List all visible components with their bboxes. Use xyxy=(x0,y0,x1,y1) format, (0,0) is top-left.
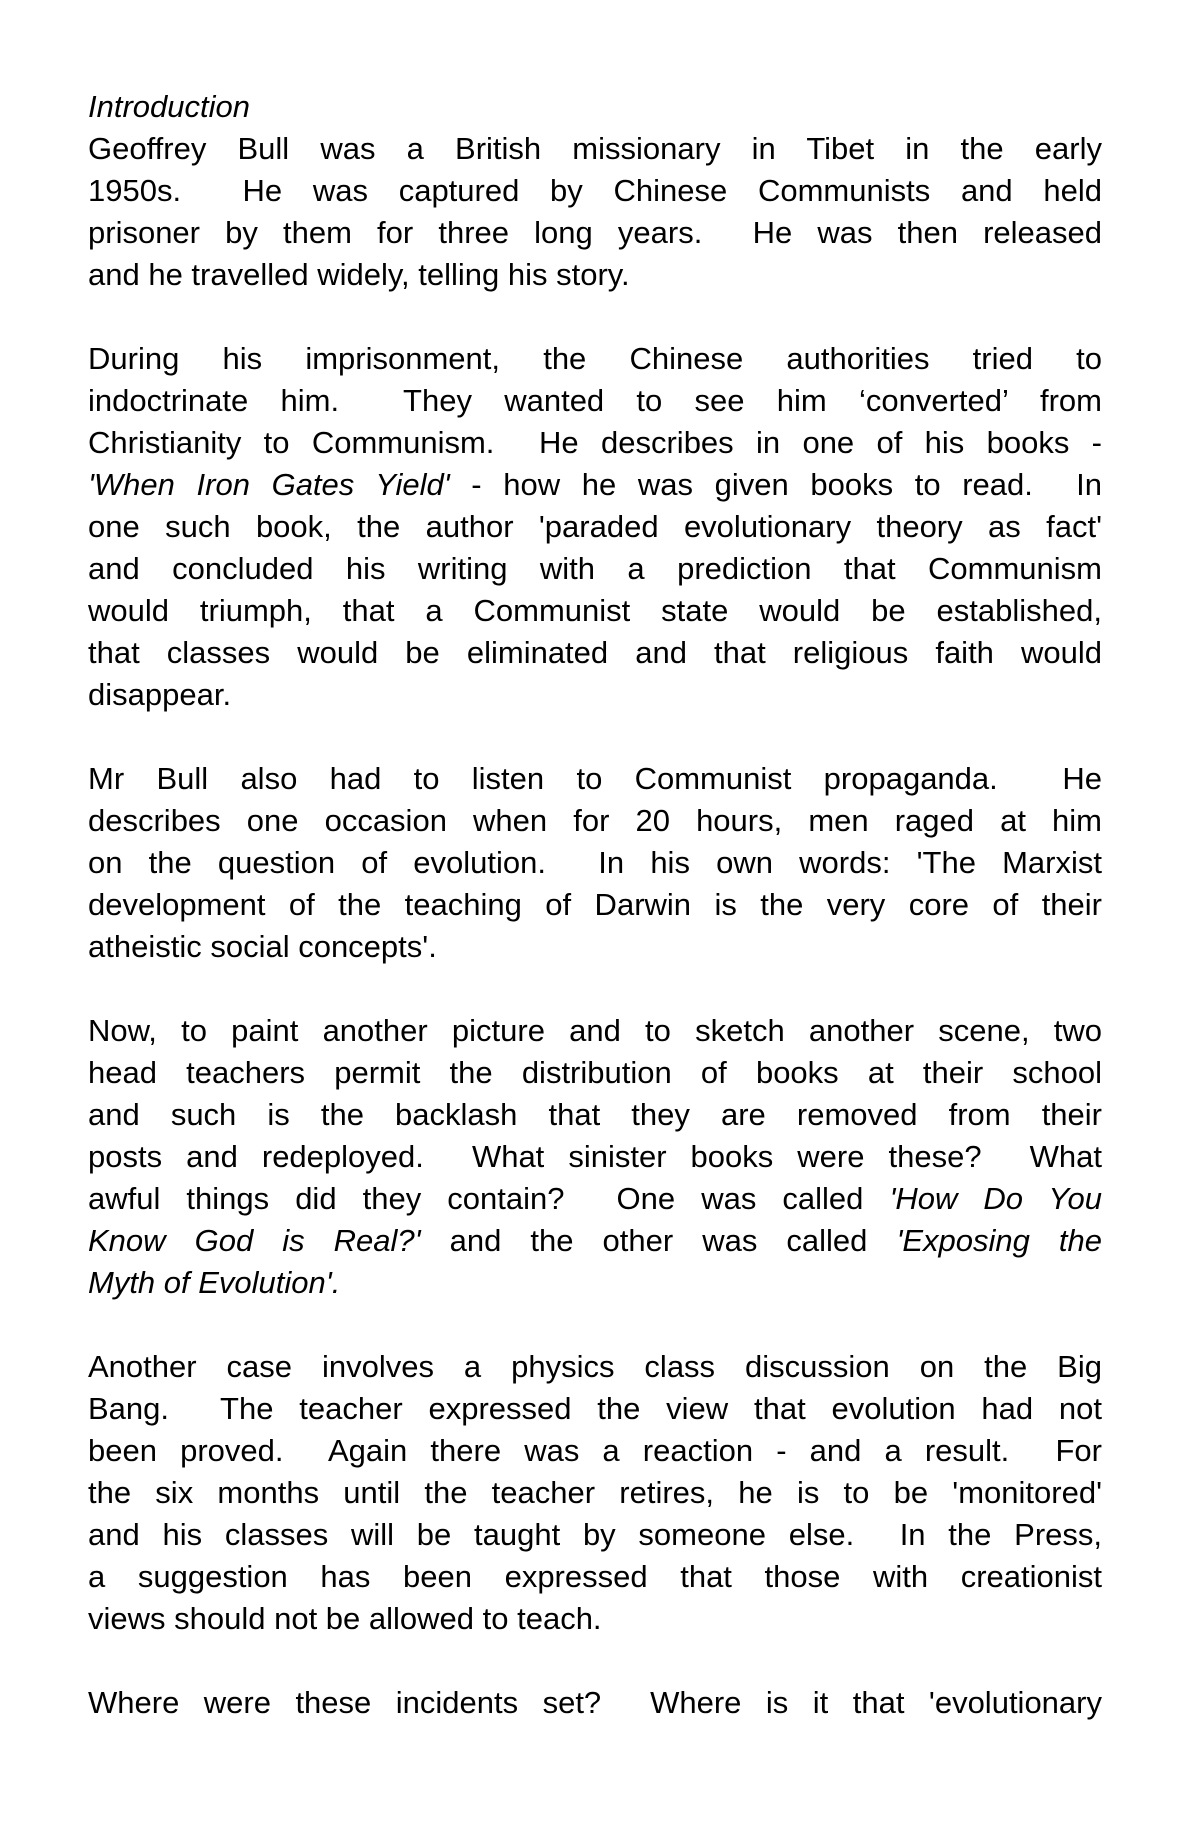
text-segment: that classes would be eliminated and that religious faith would xyxy=(88,635,1102,670)
text-segment: and the other was called xyxy=(420,1223,897,1258)
text-line xyxy=(88,1556,1102,1598)
paragraph-1 xyxy=(88,86,1102,296)
text-line xyxy=(88,464,1102,506)
text-line xyxy=(88,1262,1102,1304)
text-segment: would triumph, that a Communist state would be established, xyxy=(88,593,1102,628)
text-line xyxy=(88,254,1102,296)
text-segment: Christianity to Communism. He describes in one of his books - xyxy=(88,425,1102,460)
text-line xyxy=(88,1094,1102,1136)
text-line xyxy=(88,128,1102,170)
text-segment: Now, to paint another picture and to sketch another scene, two xyxy=(88,1013,1102,1048)
italic-text: Know God is Real?' xyxy=(88,1223,421,1258)
text-line xyxy=(88,1136,1102,1178)
text-line xyxy=(88,380,1102,422)
text-line xyxy=(88,632,1102,674)
text-line xyxy=(88,674,1102,716)
text-segment: awful things did they contain? One was called xyxy=(88,1181,890,1216)
text-segment: Another case involves a physics class discussion on the Big xyxy=(88,1349,1102,1384)
italic-text: 'When Iron Gates Yield' xyxy=(88,467,450,502)
text-segment: and concluded his writing with a prediction that Communism xyxy=(88,551,1102,586)
text-segment: Where were these incidents set? Where is it that 'evolutionary xyxy=(88,1685,1102,1720)
text-line xyxy=(88,758,1102,800)
text-segment: disappear. xyxy=(88,677,232,712)
text-line xyxy=(88,842,1102,884)
paragraph-6 xyxy=(88,1682,1102,1724)
text-segment: atheistic social concepts'. xyxy=(88,929,437,964)
paragraph-4 xyxy=(88,1010,1102,1304)
text-line xyxy=(88,1346,1102,1388)
italic-text: 'How Do You xyxy=(889,1181,1102,1216)
paragraph-5 xyxy=(88,1346,1102,1640)
text-line xyxy=(88,926,1102,968)
text-segment: been proved. Again there was a reaction - and a result. For xyxy=(88,1433,1102,1468)
italic-text: Introduction xyxy=(88,89,250,124)
paragraph-2 xyxy=(88,338,1102,716)
text-segment: describes one occasion when for 20 hours, men raged at him xyxy=(88,803,1102,838)
text-segment: views should not be allowed to teach. xyxy=(88,1601,602,1636)
text-segment: development of the teaching of Darwin is the very core of their xyxy=(88,887,1102,922)
text-segment: and he travelled widely, telling his story. xyxy=(88,257,630,292)
text-line xyxy=(88,1388,1102,1430)
text-segment: Bang. The teacher expressed the view that evolution had not xyxy=(88,1391,1102,1426)
text-line xyxy=(88,422,1102,464)
italic-text: 'Exposing the xyxy=(896,1223,1103,1258)
text-segment: the six months until the teacher retires, he is to be 'monitored' xyxy=(88,1475,1102,1510)
italic-text: Myth of Evolution'. xyxy=(88,1265,341,1300)
text-segment: one such book, the author 'paraded evolutionary theory as fact' xyxy=(88,509,1102,544)
text-line xyxy=(88,1220,1102,1262)
section-heading xyxy=(88,86,1102,128)
text-line xyxy=(88,1472,1102,1514)
text-segment: on the question of evolution. In his own words: 'The Marxist xyxy=(88,845,1102,880)
text-segment: Mr Bull also had to listen to Communist propaganda. He xyxy=(88,761,1102,796)
text-segment: During his imprisonment, the Chinese authorities tried to xyxy=(88,341,1102,376)
text-segment: indoctrinate him. They wanted to see him ‘converted’ from xyxy=(88,383,1102,418)
text-line xyxy=(88,212,1102,254)
text-segment: prisoner by them for three long years. He was then released xyxy=(88,215,1102,250)
text-line xyxy=(88,1682,1102,1724)
text-line xyxy=(88,338,1102,380)
text-segment: - how he was given books to read. In xyxy=(449,467,1102,502)
text-line xyxy=(88,1598,1102,1640)
text-segment: head teachers permit the distribution of books at their school xyxy=(88,1055,1102,1090)
text-segment: a suggestion has been expressed that those with creationist xyxy=(88,1559,1102,1594)
text-segment: 1950s. He was captured by Chinese Communists and held xyxy=(88,173,1102,208)
text-line xyxy=(88,1052,1102,1094)
text-line xyxy=(88,170,1102,212)
document-body xyxy=(88,86,1102,1724)
paragraph-3 xyxy=(88,758,1102,968)
text-segment: posts and redeployed. What sinister books were these? What xyxy=(88,1139,1102,1174)
text-line xyxy=(88,1430,1102,1472)
text-line xyxy=(88,800,1102,842)
text-segment: and his classes will be taught by someone else. In the Press, xyxy=(88,1517,1102,1552)
text-line xyxy=(88,548,1102,590)
text-line xyxy=(88,506,1102,548)
text-line xyxy=(88,884,1102,926)
text-segment: Geoffrey Bull was a British missionary in Tibet in the early xyxy=(88,131,1102,166)
text-line xyxy=(88,1178,1102,1220)
text-line xyxy=(88,1010,1102,1052)
text-line xyxy=(88,1514,1102,1556)
text-line xyxy=(88,590,1102,632)
text-segment: and such is the backlash that they are removed from their xyxy=(88,1097,1102,1132)
